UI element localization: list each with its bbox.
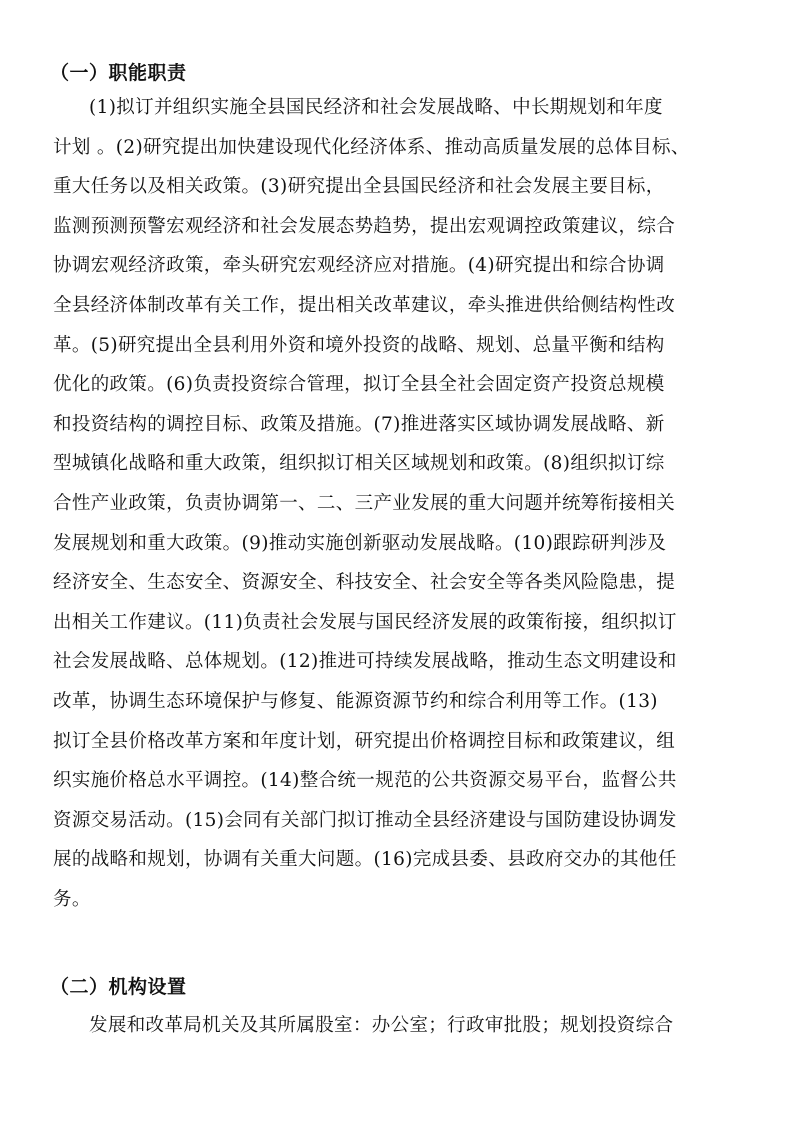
section-heading-duties: （一）职能职责: [50, 62, 187, 84]
text-line: 和投资结构的调控目标、政策及措施。(7)推进落实区域协调发展战略、新: [53, 413, 665, 435]
text-line: 型城镇化战略和重大政策，组织拟订相关区域规划和政策。(8)组织拟订综: [53, 453, 665, 475]
text-line: 资源交易活动。(15)会同有关部门拟订推动全县经济建设与国防建设协调发: [53, 809, 677, 831]
text-line: 拟订全县价格改革方案和年度计划，研究提出价格调控目标和政策建议，组: [53, 730, 676, 752]
text-line: 出相关工作建议。(11)负责社会发展与国民经济发展的政策衔接，组织拟订: [53, 611, 677, 633]
text-line: 协调宏观经济政策，牵头研究宏观经济应对措施。(4)研究提出和综合协调: [53, 255, 665, 277]
text-line: (1)拟订并组织实施全县国民经济和社会发展战略、中长期规划和年度: [89, 97, 663, 118]
text-line: 展的战略和规划，协调有关重大问题。(16)完成县委、县政府交办的其他任: [53, 849, 677, 871]
text-line: 经济安全、生态安全、资源安全、科技安全、社会安全等各类风险隐患，提: [53, 572, 676, 594]
text-line: 监测预测预警宏观经济和社会发展态势趋势，提出宏观调控政策建议，综合: [53, 215, 676, 237]
text-line: 计划 。(2)研究提出加快建设现代化经济体系、推动高质量发展的总体目标、: [53, 136, 690, 158]
text-line: 全县经济体制改革有关工作，提出相关改革建议，牵头推进供给侧结构性改: [53, 294, 676, 316]
text-line: 优化的政策。(6)负责投资综合管理，拟订全县全社会固定资产投资总规模: [53, 374, 665, 396]
text-line: 重大任务以及相关政策。(3)研究提出全县国民经济和社会发展主要目标，: [53, 176, 665, 198]
structure-paragraph: [53, 1012, 753, 1052]
text-line: 革。(5)研究提出全县利用外资和境外投资的战略、规划、总量平衡和结构: [53, 334, 665, 356]
section-heading-structure: （二）机构设置: [50, 976, 187, 998]
text-line: 织实施价格总水平调控。(14)整合统一规范的公共资源交易平台，监督公共: [53, 770, 677, 792]
text-line: 发展规划和重大政策。(9)推动实施创新驱动发展战略。(10)跟踪研判涉及: [53, 532, 667, 554]
text-line: 改革，协调生态环境保护与修复、能源资源节约和综合利用等工作。(13): [53, 690, 658, 712]
text-line: 发展和改革局机关及其所属股室：办公室；行政审批股；规划投资综合: [89, 1015, 674, 1036]
text-line: 务。: [53, 888, 91, 910]
text-line: 社会发展战略、总体规划。(12)推进可持续发展战略，推动生态文明建设和: [53, 651, 677, 673]
text-line: 合性产业政策，负责协调第一、二、三产业发展的重大问题并统筹衔接相关: [53, 492, 676, 514]
duties-paragraph: [53, 94, 753, 925]
